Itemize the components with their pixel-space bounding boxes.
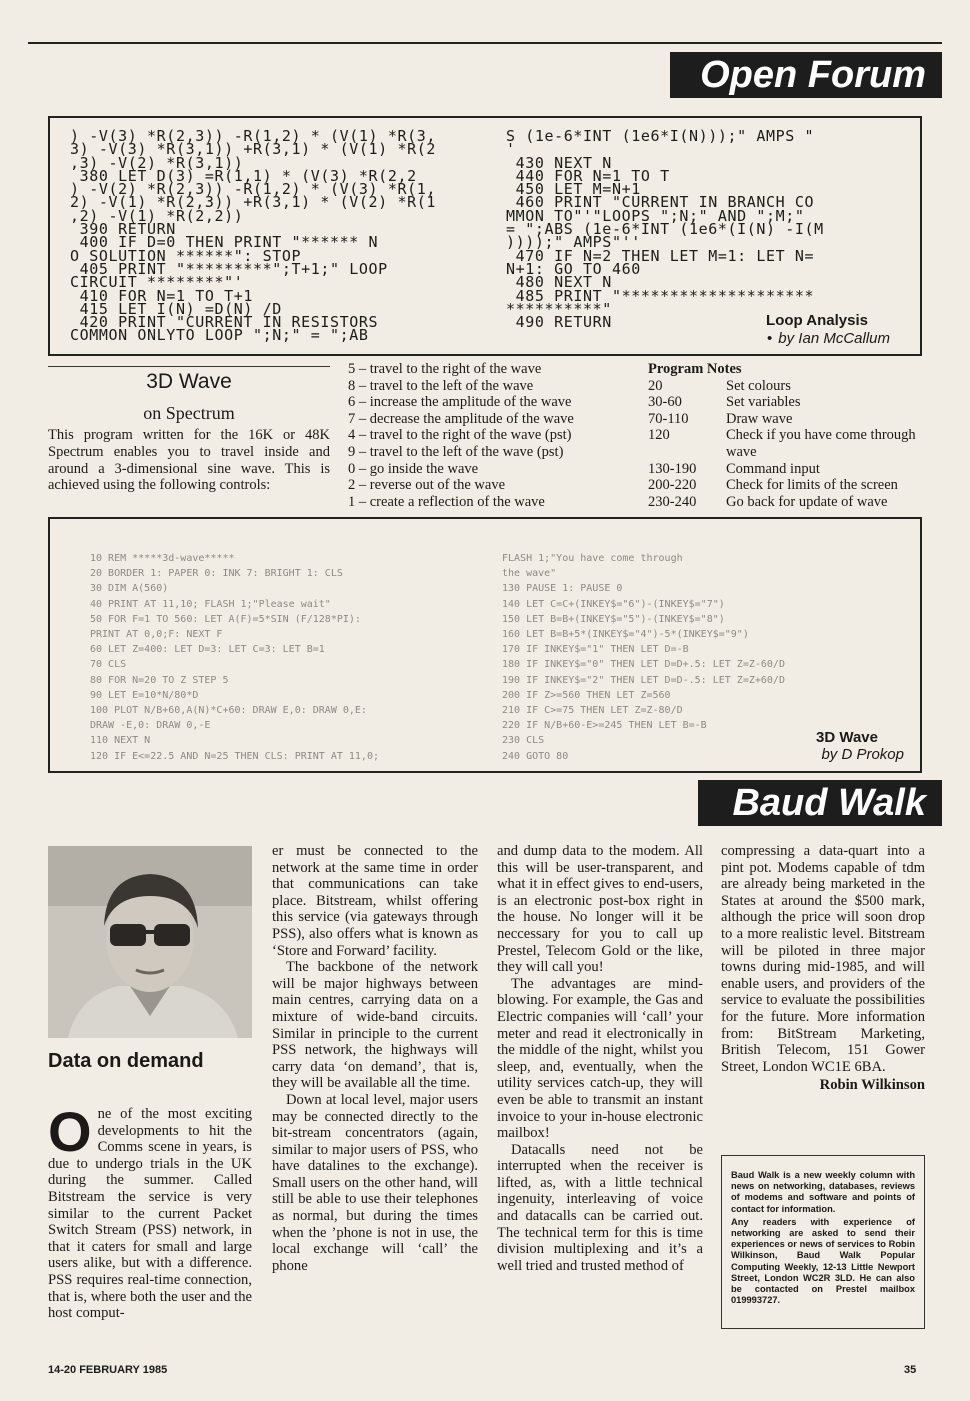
notes-row: 130-190 Command input xyxy=(648,460,820,477)
controls-list xyxy=(348,361,638,510)
article-column-4 xyxy=(721,843,925,1094)
notes-row: 30-60 Set variables xyxy=(648,394,801,411)
notes-row: 70-110 Draw wave xyxy=(648,410,793,427)
list-item: 7 – decrease the amplitude of the wave xyxy=(348,410,574,427)
notes-row: 120 Check if you have come through wave xyxy=(648,427,916,460)
3d-wave-listing xyxy=(48,517,922,773)
wave-article-title: 3D Wave xyxy=(146,370,232,393)
issue-date: 14-20 FEBRUARY 1985 xyxy=(48,1364,168,1376)
loop-analysis-listing xyxy=(48,116,922,356)
listing-caption-author: by D Prokop xyxy=(821,746,904,763)
wave-article-subtitle: on Spectrum xyxy=(143,403,235,423)
paragraph: Down at local level, major users may be connected directly to the bit-stream concentrators (again, similar to major users of PSS, who have datalines to the exchange). Small users on the other hand, will still be able to use their telephones as normal, but during the times when the ’phone is not in use, the local exchange will ‘call’ the phone xyxy=(272,1091,478,1274)
listing-column-right: FLASH 1;"You have come through the wave" 130 PAUSE 1: PAUSE 0 140 LET C=C+(INKEY$="6")-(INKEY$="7") 150 LET B=B+(INKEY$="5")-(INKEY$="8") 160 LET B=B+5*(INKEY$="4")-5*(INKEY$="9") 170 IF INKEY$="1" THEN LET D=-B 180 IF INKEY$="0" THEN LET D=D+.5: LET Z=Z-60/D 190 IF INKEY$="2" THEN LET D=D-.5: LET Z=Z+60/D 200 IF Z>=560 THEN LET Z=560 210 IF C>=75 THEN LET Z=Z-80/D 220 IF N/B+60-E>=245 THEN LET B=-B 230 CLS 240 GOTO 80 xyxy=(502,553,785,762)
page-number: 35 xyxy=(904,1364,917,1376)
list-item: 0 – go inside the wave xyxy=(348,460,479,477)
column-info-box xyxy=(721,1155,925,1329)
notes-row: 200-220 Check for limits of the screen xyxy=(648,477,898,494)
notes-row: 230-240 Go back for update of wave xyxy=(648,493,888,510)
article-rule xyxy=(48,366,330,367)
list-item: 2 – reverse out of the wave xyxy=(348,477,506,494)
article-column-1 xyxy=(48,1100,252,1322)
author-photo xyxy=(48,846,252,1038)
list-item: 9 – travel to the left of the wave (pst) xyxy=(348,443,564,460)
article-column-3 xyxy=(497,843,703,1274)
listing-column-left: 10 REM *****3d-wave***** 20 BORDER 1: PAPER 0: INK 7: BRIGHT 1: CLS 30 DIM A(560) 40 PRINT AT 11,10; FLASH 1;"Please wait" 50 FOR F=1 TO 560: LET A(F)=5*SIN (F/128*PI): PRINT AT 0,0;F: NEXT F 60 LET Z=400: LET D=3: LET C=3: LET B=1 70 CLS 80 FOR N=20 TO Z STEP 5 90 LET E=10*N/80*D 100 PLOT N/B+60,A(N)*C+60: DRAW E,0: DRAW 0,E: DRAW -E,0: DRAW 0,-E 110 NEXT N 120 IF E<=22.5 AND N=25 THEN CLS: PRINT AT 11,0; xyxy=(90,553,379,762)
top-rule xyxy=(28,42,942,44)
list-item: 1 – create a reflection of the wave xyxy=(348,493,545,510)
wave-article-body: This program written for the 16K or 48K Spectrum enables you to travel inside and around a 3-dimensional sine wave. This is achieved using the following controls: xyxy=(48,427,330,494)
listing-caption-author: • by Ian McCallum xyxy=(767,330,890,347)
listing-column-left: ) -V(3) *R(2,3)) -R(1,2) * (V(1) *R(3, 3) -V(3) *R(3,1)) +R(3,1) * (V(1) *R(2 ,3) -V(2) *R(3,1)) 380 LET D(3) =R(1,1) * (V(3) *R(2,2 ) -V(2) *R(2,3)) -R(1,2) * (V(3) *R(1, 2) -V(1) *R(2,3)) +R(3,1) * (V(2) *R(1 ,2) -V(1) *R(2,2)) 390 RETURN 400 IF D=0 THEN PRINT "****** N O SOLUTION ******": STOP 405 PRINT "*********";T+1;" LOOP CIRCUIT ********"' 410 FOR N=1 TO T+1 415 LET I(N) =D(N) /D 420 PRINT "CURRENT IN RESISTORS COMMON ONLYTO LOOP ";N;" = ";AB xyxy=(70,127,436,345)
paragraph: Datacalls need not be interrupted when the receiver is lifted, as, with a little technical ingenuity, interleaving of voice and datacalls can be carried out. The technical term for this is time division multiplexing and it’s a well tried and trusted method of xyxy=(497,1141,703,1274)
paragraph: The backbone of the network will be major highways between main centres, carrying data on a mixture of wide-band circuits. Similar in principle to the current PSS network, the highways will carry data ‘on demand’, that is, they will be available all the time. xyxy=(272,959,478,1092)
listing-caption-title: Loop Analysis xyxy=(766,312,868,329)
drop-cap: O xyxy=(48,1100,92,1163)
article-column-2 xyxy=(272,843,478,1274)
article-byline: Robin Wilkinson xyxy=(819,1077,925,1094)
portrait-image xyxy=(48,846,252,1038)
paragraph: One of the most exciting developments to hit the Comms scene in years, is due to undergo trials in the UK during the summer. Called Bitstream the service is very similar to the current Packet Switch Stream (PSS) network, in that it caters for small and large users alike, but with a difference. PSS requires real-time connection, that is, where both the user and the host comput- xyxy=(48,1100,252,1322)
list-item: 8 – travel to the left of the wave xyxy=(348,377,534,394)
paragraph: Baud Walk is a new weekly column with news on networking, databases, reviews of modems and software and points of contact for information. xyxy=(731,1170,915,1214)
list-item: 4 – travel to the right of the wave (pst) xyxy=(348,427,572,444)
list-item: 6 – increase the amplitude of the wave xyxy=(348,394,572,411)
paragraph: Any readers with experience of networking are asked to send their experiences or news of services to Robin Wilkinson, Baud Walk Popular Computing Weekly, 12-13 Little Newport Street, London WC2R 3LD. He can also be contacted on Prestel mailbox 019993727. xyxy=(731,1216,915,1306)
paragraph: compressing a data-quart into a pint pot. Modems capable of tdm are already being marketed in the States at around the $500 mark, although the price will soon drop to a more realistic level. Bitstream will be piloted in three major towns during mid-1985, and will enable users, and providers of the service to evaluate the possibilities for the future. More information from: BitStream Marketing, British Telecom, 151 Gower Street, London WC1E 6BA. xyxy=(721,843,925,1075)
listing-caption-title: 3D Wave xyxy=(816,729,878,746)
bullet-icon: • xyxy=(767,330,773,347)
baud-walk-banner: Baud Walk xyxy=(698,780,942,826)
open-forum-banner: Open Forum xyxy=(670,52,942,98)
list-item: 5 – travel to the right of the wave xyxy=(348,361,542,377)
program-notes-title: Program Notes xyxy=(648,361,742,377)
paragraph: The advantages are mind-blowing. For example, the Gas and Electric companies will ‘call’ your meter and read it electronically in the middle of the night, whilst you sleep, and, eventually, when the utility services catch-up, they will even be able to transmit an instant invoice to your in-house electronic mailbox! xyxy=(497,975,703,1142)
paragraph: er must be connected to the network at the same time in order that communications can take place. Bitstream, whilst offering this service (via gateways through PSS), also offers what is known as ‘Store and Forward’ facility. xyxy=(272,843,478,959)
paragraph: and dump data to the modem. All this will be user-transparent, and what it in effect gives to end-users, is an electronic post-box right in the house. No longer will it be neccessary for you to call up Prestel, Telecom Gold or the like, they will call you! xyxy=(497,843,703,976)
article-title: Data on demand xyxy=(48,1050,204,1072)
listing-column-right: S (1e-6*INT (1e6*I(N)));" AMPS " ' 430 NEXT N 440 FOR N=1 TO T 450 LET M=N+1 460 PRINT "CURRENT IN BRANCH CO MMON TO"'"LOOPS ";N;" AND ";M;" = ";ABS (1e-6*INT (1e6*(I(N) -I(M ))));" AMPS"'' 470 IF N=2 THEN LET M=1: LET N= N+1: GO TO 460 480 NEXT N 485 PRINT "******************** **********" 490 RETURN xyxy=(506,127,824,332)
notes-row: 20 Set colours xyxy=(648,377,791,394)
program-notes xyxy=(648,361,938,510)
